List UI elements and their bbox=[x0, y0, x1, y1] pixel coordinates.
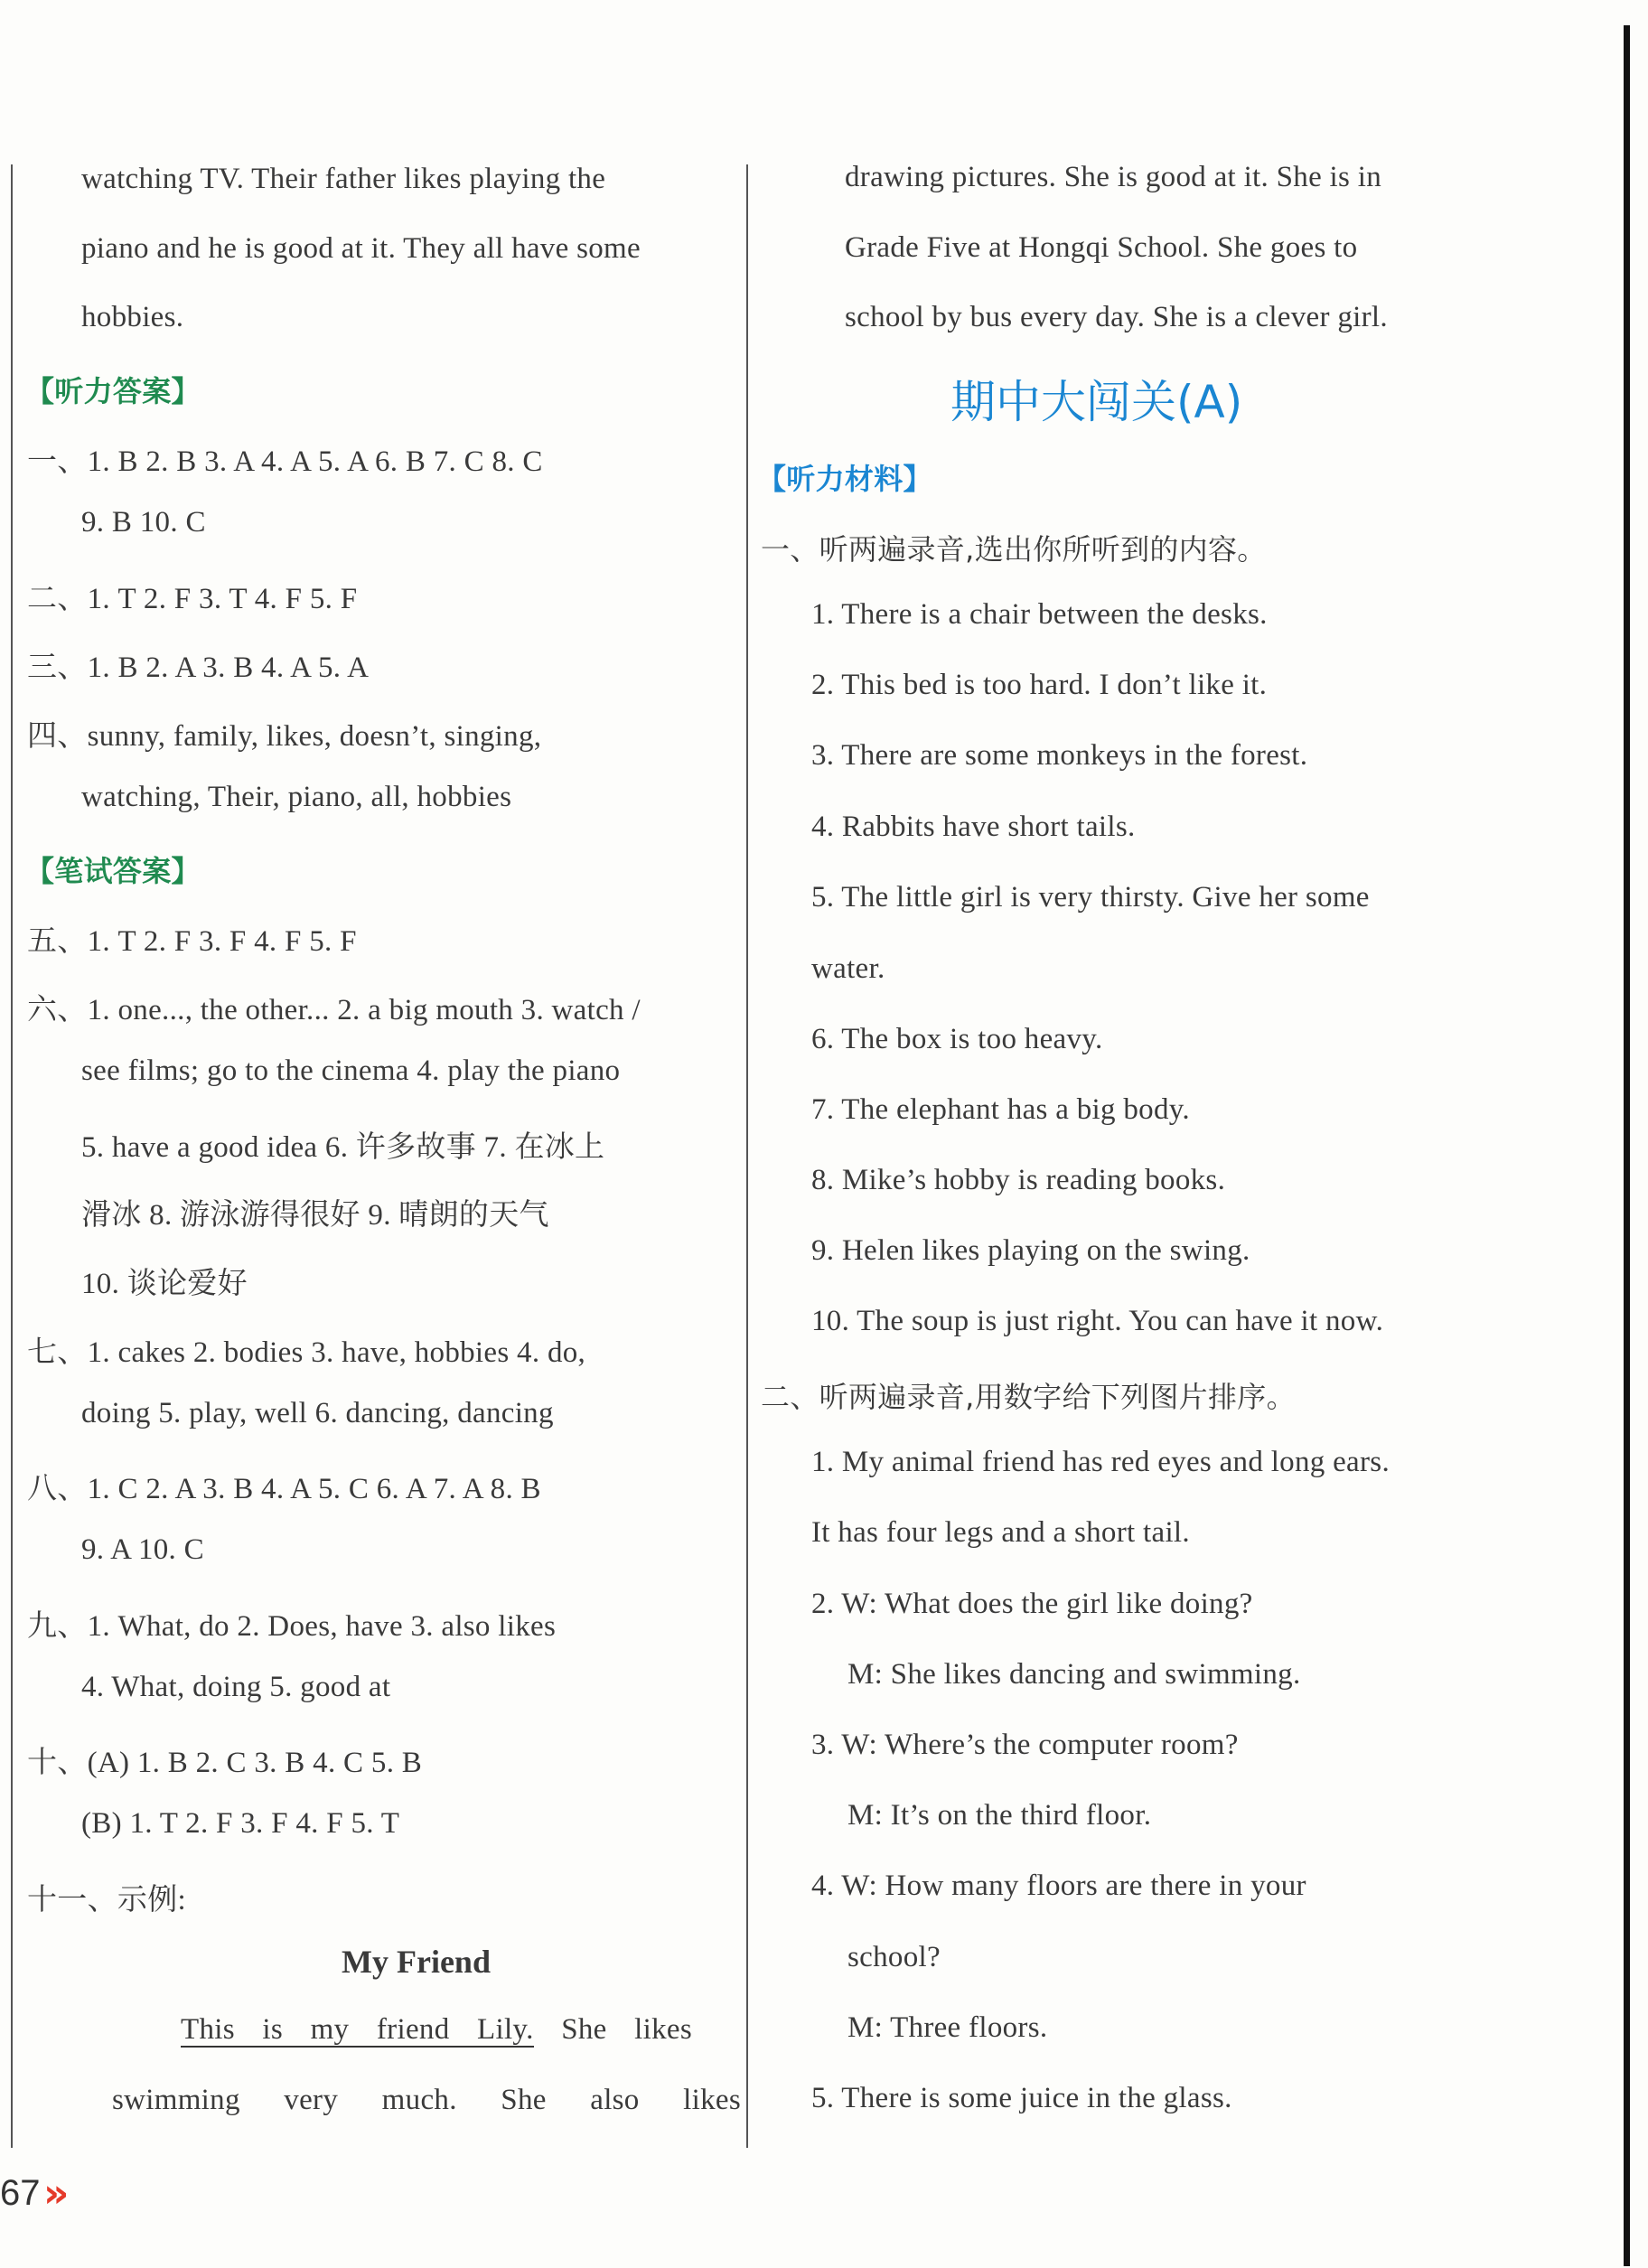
written-answer-7a: 七、1. cakes 2. bodies 3. have, hobbies 4. do, bbox=[27, 1336, 586, 1369]
written-answer-7b: doing 5. play, well 6. dancing, dancing bbox=[81, 1397, 554, 1429]
double-chevron-icon: » bbox=[43, 2170, 70, 2216]
written-answer-8a: 八、1. C 2. A 3. B 4. A 5. C 6. A 7. A 8. B bbox=[27, 1473, 541, 1505]
scan-edge-bar bbox=[1624, 25, 1630, 2266]
written-answer-10b: (B) 1. T 2. F 3. F 4. F 5. T bbox=[81, 1807, 400, 1840]
written-answer-6e: 10. 谈论爱好 bbox=[81, 1268, 248, 1300]
essay-title: My Friend bbox=[342, 1944, 491, 1980]
essay-line-2: swimming very much. She also likes bbox=[112, 2084, 741, 2116]
section-title: 期中大闯关(A) bbox=[950, 376, 1243, 428]
listening-materials-heading: 【听力材料】 bbox=[757, 462, 932, 496]
written-answer-6b: see films; go to the cinema 4. play the piano bbox=[81, 1054, 621, 1087]
part1-item-1: 1. There is a chair between the desks. bbox=[811, 598, 1268, 631]
listening-answer-1a: 一、1. B 2. B 3. A 4. A 5. A 6. B 7. C 8. C bbox=[27, 445, 543, 478]
left-intro-line-1: watching TV. Their father likes playing the bbox=[81, 163, 606, 195]
part1-item-10: 10. The soup is just right. You can have it now. bbox=[811, 1305, 1384, 1337]
written-answer-6d: 滑冰 8. 游泳游得很好 9. 晴朗的天气 bbox=[81, 1199, 549, 1232]
part2-item-2-m: M: She likes dancing and swimming. bbox=[847, 1658, 1301, 1691]
part1-item-8: 8. Mike’s hobby is reading books. bbox=[811, 1164, 1226, 1196]
written-answer-9a: 九、1. What, do 2. Does, have 3. also likes bbox=[27, 1610, 557, 1643]
part1-item-2: 2. This bed is too hard. I don’t like it. bbox=[811, 669, 1268, 701]
essay-line-1-rest: She likes bbox=[533, 2013, 692, 2046]
part1-item-5: 5. The little girl is very thirsty. Give her some bbox=[811, 881, 1370, 914]
part2-item-2-w: 2. W: What does the girl like doing? bbox=[811, 1588, 1253, 1620]
right-intro-line-1: drawing pictures. She is good at it. She is in bbox=[845, 161, 1381, 193]
listening-answer-1b: 9. B 10. C bbox=[81, 506, 206, 539]
part2-item-3-m: M: It’s on the third floor. bbox=[847, 1799, 1152, 1832]
page-number: 67 bbox=[0, 2173, 41, 2213]
written-answer-10a: 十、(A) 1. B 2. C 3. B 4. C 5. B bbox=[27, 1747, 423, 1779]
part2-item-5: 5. There is some juice in the glass. bbox=[811, 2082, 1232, 2114]
column-divider bbox=[746, 164, 748, 2148]
part1-heading: 一、听两遍录音,选出你所听到的内容。 bbox=[761, 532, 1267, 567]
part1-item-3: 3. There are some monkeys in the forest. bbox=[811, 739, 1308, 772]
part2-item-1-cont: It has four legs and a short tail. bbox=[811, 1516, 1190, 1549]
listening-answers-heading: 【听力答案】 bbox=[25, 374, 201, 408]
written-answer-9b: 4. What, doing 5. good at bbox=[81, 1671, 391, 1703]
essay-line-1 bbox=[181, 2013, 692, 2047]
part2-item-3-w: 3. W: Where’s the computer room? bbox=[811, 1729, 1239, 1761]
part2-item-4-m: M: Three floors. bbox=[847, 2011, 1048, 2044]
written-answers-heading: 【笔试答案】 bbox=[25, 854, 201, 888]
listening-answer-3: 三、1. B 2. A 3. B 4. A 5. A bbox=[27, 651, 370, 684]
left-intro-line-2: piano and he is good at it. They all have some bbox=[81, 232, 641, 265]
part2-item-4-w-cont: school? bbox=[847, 1941, 941, 1973]
part1-item-5-cont: water. bbox=[811, 952, 885, 985]
listening-answer-4b: watching, Their, piano, all, hobbies bbox=[81, 781, 512, 813]
written-answer-8b: 9. A 10. C bbox=[81, 1533, 204, 1566]
listening-answer-2: 二、1. T 2. F 3. T 4. F 5. F bbox=[27, 583, 358, 615]
part2-item-4-w: 4. W: How many floors are there in your bbox=[811, 1870, 1306, 1902]
part1-item-9: 9. Helen likes playing on the swing. bbox=[811, 1234, 1250, 1267]
right-intro-line-2: Grade Five at Hongqi School. She goes to bbox=[845, 231, 1358, 264]
part1-item-7: 7. The elephant has a big body. bbox=[811, 1093, 1190, 1126]
written-answer-6a: 六、1. one..., the other... 2. a big mouth 3. watch / bbox=[27, 994, 641, 1026]
essay-underlined-text: This is my friend Lily. bbox=[181, 2013, 534, 2046]
left-margin-rule bbox=[11, 164, 13, 2148]
part2-heading: 二、听两遍录音,用数字给下列图片排序。 bbox=[761, 1380, 1296, 1414]
right-intro-line-3: school by bus every day. She is a clever girl. bbox=[845, 301, 1388, 333]
written-answer-6c: 5. have a good idea 6. 许多故事 7. 在冰上 bbox=[81, 1131, 605, 1164]
part1-item-4: 4. Rabbits have short tails. bbox=[811, 811, 1136, 843]
left-intro-line-3: hobbies. bbox=[81, 301, 184, 333]
written-answer-11: 十一、示例: bbox=[27, 1884, 186, 1917]
part1-item-6: 6. The box is too heavy. bbox=[811, 1023, 1103, 1055]
listening-answer-4a: 四、sunny, family, likes, doesn’t, singing, bbox=[27, 720, 542, 753]
written-answer-5: 五、1. T 2. F 3. F 4. F 5. F bbox=[27, 925, 357, 958]
part2-item-1: 1. My animal friend has red eyes and long ears. bbox=[811, 1446, 1390, 1478]
